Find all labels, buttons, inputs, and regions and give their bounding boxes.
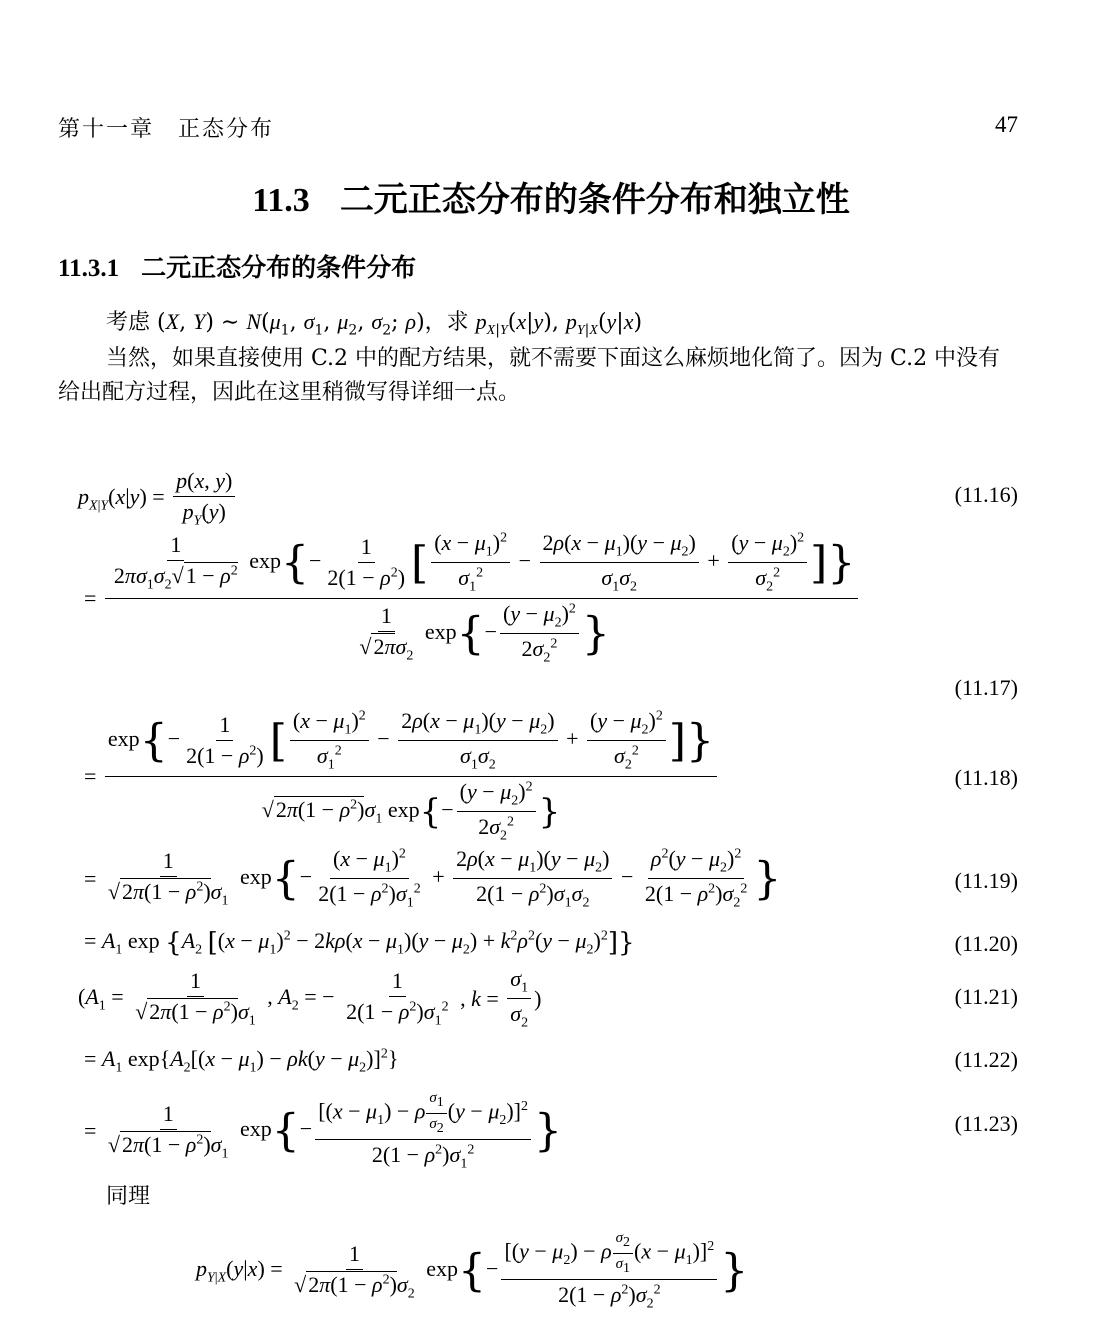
paragraph-consider-math: (X, Y) ∼ $N(\mu_1$, $\sigma_1$, $\mu_2$, $\sigma_2$; ρ)，求 $p_{X|Y}(x|y)$, $p_{Y|X}(y|x)$ bbox=[157, 309, 643, 339]
equation-11-16: $p_{X|Y}(x|y)$ = $\frac{p(x, y)}{p_Y(y)}$ bbox=[78, 468, 238, 529]
paragraph-consider-prefix: 考虑 bbox=[106, 310, 151, 335]
equation-11-20: = $A_1$ $\exp \{A_2$ $[(x - \mu_1)^2 - 2k\rho(x - \mu_1)(y - \mu_2) + k^2\rho^2(y - \mu_2)^2]$} bbox=[84, 928, 635, 958]
equation-number-11-22: (11.22) bbox=[954, 1047, 1018, 1072]
equation-final-conditional: $p_{Y|X}(y|x)$ = $\frac{1}{√2\pi(1 - \rho^2)\sigma_2}$ exp{− [$(y - \mu_2) - \rho$ $\frac{\sigma_2}{\sigma_1}$ $(x - \mu_1)]^2$ $2(1 - \rho^2)\sigma_2^2$ } bbox=[196, 1230, 749, 1312]
section-number: 11.3 bbox=[252, 182, 310, 219]
section-title-text: 二元正态分布的条件分布和独立性 bbox=[339, 180, 850, 220]
running-header-chapter: 第十一章 正态分布 bbox=[58, 117, 275, 142]
equation-number-11-20: (11.20) bbox=[954, 931, 1018, 956]
equation-number-11-17: (11.17) bbox=[954, 675, 1018, 700]
subsection-title bbox=[58, 248, 416, 284]
equation-number-11-18: (11.18) bbox=[954, 765, 1018, 790]
equation-11-23: = $\frac{1}{√2\pi(1 - \rho^2)\sigma_1}$ exp{− [$(x - \mu_1) - \rho$ $\frac{\sigma_1}{\sigma_2}$ $(y - \mu_2)]^2$ $2(1 - \rho^2)\sigma_1^2$ } bbox=[84, 1090, 563, 1172]
subsection-number: 11.3.1 bbox=[58, 255, 120, 282]
equation-number-11-21: (11.21) bbox=[954, 984, 1018, 1009]
equation-11-22: = $A_1$ $\exp\{A_2[(x - \mu_1) - \rho k(y - \mu_2)]^2\}$ bbox=[84, 1046, 399, 1076]
paragraph-explanation: 当然，如果直接使用 C.2 中的配方结果，就不需要下面这么麻烦地化简了。因为 C.2 中没有给出配方过程，因此在这里稍微写得详细一点。 bbox=[58, 346, 1001, 405]
equation-number-11-16: (11.16) bbox=[954, 482, 1018, 507]
equation-11-17: = $\frac{1}{2\pi\sigma_1\sigma_2√1 - \rho^2}$ exp{− $\frac{1}{2(1 - \rho^2)}$ [ $\frac{(x - \mu_1)^2}{\sigma_1^2}$ − $\frac{2\rho(x - \mu_1)(y - \mu_2)}{\sigma_1\sigma_2}$ + $\frac{(y - \mu_2)^2}{\sigma_2^2}$ ]} $\frac{1}{√2\pi\sigma_2}$ exp{− $\frac{(y - \mu_2)^2}{2\sigma_2^2}$ } bbox=[84, 530, 861, 667]
equation-number-11-19: (11.19) bbox=[954, 868, 1018, 893]
equation-11-19: = $\frac{1}{√2\pi(1 - \rho^2)\sigma_1}$ exp{− $\frac{(x - \mu_1)^2}{2(1 - \rho^2)\sigma_1^2}$ + $\frac{2\rho(x - \mu_1)(y - \mu_2)}{2(1 - \rho^2)\sigma_1\sigma_2}$ − $\frac{\rho^2(y - \mu_2)^2}{2(1 - \rho^2)\sigma_2^2}$ } bbox=[84, 846, 782, 911]
subsection-title-text: 二元正态分布的条件分布 bbox=[141, 253, 417, 282]
section-title bbox=[0, 172, 1102, 221]
page-number: 47 bbox=[995, 112, 1018, 137]
paragraph-same-reason: 同理 bbox=[106, 1184, 151, 1209]
equation-11-18: = exp{− $\frac{1}{2(1 - \rho^2)}$ [ $\frac{(x - \mu_1)^2}{\sigma_1^2}$ − $\frac{2\rho(x - \mu_1)(y - \mu_2)}{\sigma_1\sigma_2}$ + $\frac{(y - \mu_2)^2}{\sigma_2^2}$ ]} $√2\pi(1 - \rho^2)\sigma_1$ exp{− $\frac{(y - \mu_2)^2}{2\sigma_2^2}$ } bbox=[84, 708, 720, 845]
equation-number-11-23: (11.23) bbox=[954, 1111, 1018, 1136]
equation-11-21: ($A_1$ = $\frac{1}{√2\pi(1 - \rho^2)\sigma_1}$ , $A_2$ = − $\frac{1}{2(1 - \rho^2)\sigma_1^2}$ , k = $\frac{\sigma_1}{\sigma_2}$ ) bbox=[78, 966, 542, 1031]
